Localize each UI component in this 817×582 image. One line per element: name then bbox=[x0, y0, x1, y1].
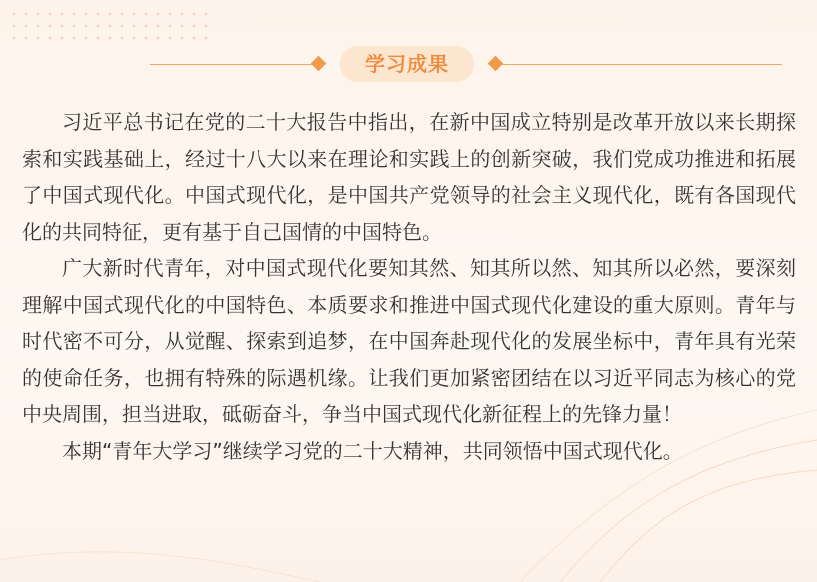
diamond-right-icon bbox=[488, 56, 504, 72]
paragraph-2: 广大新时代青年，对中国式现代化要知其然、知其所以然、知其所以必然，要深刻理解中国式现代化的中国特色、本质要求和推进中国式现代化建设的重大原则。青年与时代密不可分，从觉醒、探索到追梦，在中国奔赴现代化的发展坐标中，青年具有光荣的使命任务，也拥有特殊的际遇机缘。让我们更加紧密团结在以习近平同志为核心的党中央周围，担当进取，砥砺奋斗，争当中国式现代化新征程上的先锋力量！ bbox=[22, 256, 796, 426]
header-rule-right bbox=[502, 64, 782, 65]
diamond-left-icon bbox=[311, 56, 327, 72]
header-rule-left bbox=[150, 64, 315, 65]
article-body bbox=[22, 104, 796, 469]
section-title: 学习成果 bbox=[365, 52, 449, 76]
paragraph-3: 本期“青年大学习”继续学习党的二十大精神，共同领悟中国式现代化。 bbox=[62, 438, 683, 463]
section-header bbox=[0, 44, 817, 84]
paragraph-1: 习近平总书记在党的二十大报告中指出，在新中国成立特别是改革开放以来长期探索和实践基础上，经过十八大以来在理论和实践上的创新突破，我们党成功推进和拓展了中国式现代化。中国式现代化，是中国共产党领导的社会主义现代化，既有各国现代化的共同特征，更有基于自己国情的中国特色。 bbox=[22, 110, 796, 244]
